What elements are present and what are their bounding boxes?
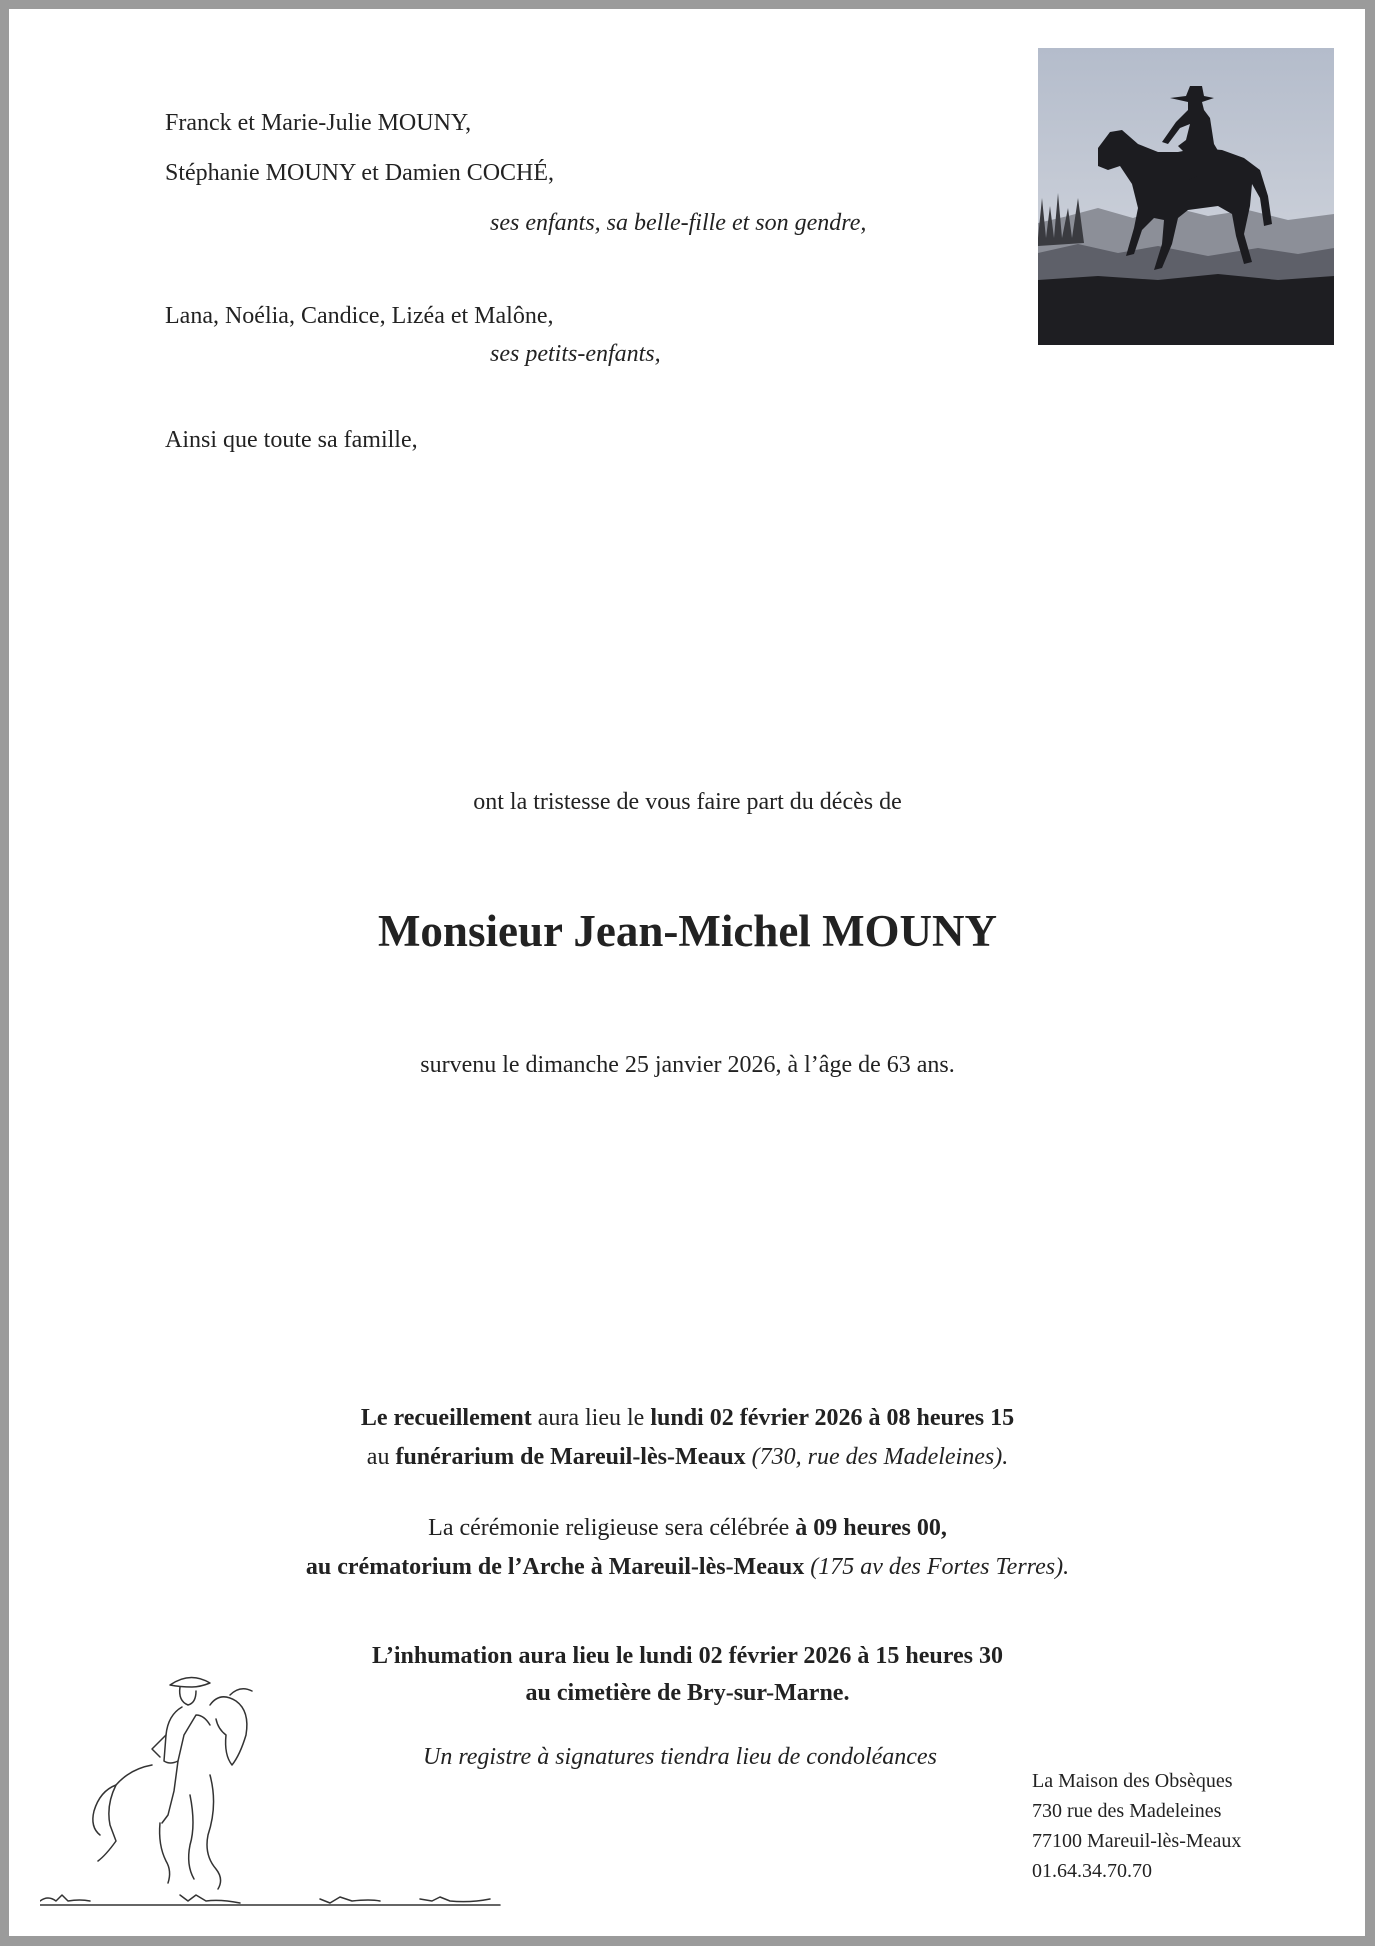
recueillement-prefix: au	[366, 1444, 396, 1470]
recueillement-connector: aura lieu le	[531, 1405, 651, 1431]
registre-note: Un registre à signatures tiendra lieu de condoléances	[423, 1744, 937, 1770]
recueillement-line-2	[0, 1442, 1375, 1472]
family-line-extended: Ainsi que toute sa famille,	[165, 427, 418, 453]
recueillement-place: funérarium de Mareuil-lès-Meaux	[395, 1444, 746, 1470]
ceremonie-line-1	[0, 1513, 1375, 1543]
recueillement-date: lundi 02 février 2026 à 08 heures 15	[650, 1405, 1015, 1431]
family-relation-children: ses enfants, sa belle-fille et son gendre,	[490, 210, 867, 236]
funeral-home-phone: 01.64.34.70.70	[1032, 1860, 1152, 1882]
cowboy-horse-silhouette-photo	[1038, 48, 1334, 345]
family-line-children-1: Franck et Marie-Julie MOUNY,	[165, 110, 472, 136]
recueillement-line-1	[0, 1403, 1375, 1433]
inhumation-line-2: au cimetière de Bry-sur-Marne.	[525, 1680, 850, 1706]
ceremonie-line-2	[0, 1552, 1375, 1582]
funeral-home-address	[1032, 1766, 1241, 1886]
death-details: survenu le dimanche 25 janvier 2026, à l’âge de 63 ans.	[420, 1052, 955, 1078]
funeral-home-name: La Maison des Obsèques	[1032, 1770, 1233, 1792]
family-line-grandchildren: Lana, Noélia, Candice, Lizéa et Malône,	[165, 303, 554, 329]
ceremonie-address: (175 av des Fortes Terres).	[804, 1554, 1070, 1580]
deceased-name: Monsieur Jean-Michel MOUNY	[377, 906, 998, 956]
inhumation-line-1: L’inhumation aura lieu le lundi 02 février 2026 à 15 heures 30	[372, 1643, 1003, 1669]
recueillement-address: (730, rue des Madeleines).	[745, 1444, 1009, 1470]
funeral-home-street: 730 rue des Madeleines	[1032, 1800, 1222, 1822]
family-relation-grandchildren: ses petits-enfants,	[490, 341, 661, 367]
funeral-home-city: 77100 Mareuil-lès-Meaux	[1032, 1830, 1242, 1852]
ceremonie-time: à 09 heures 00,	[795, 1515, 947, 1541]
cowboy-horse-line-drawing	[40, 1665, 580, 1925]
ceremonie-place: au crématorium de l’Arche à Mareuil-lès-Meaux	[305, 1554, 805, 1580]
recueillement-label: Le recueillement	[360, 1405, 532, 1431]
ceremonie-label: La cérémonie religieuse sera célébrée	[428, 1515, 796, 1541]
family-line-children-2: Stéphanie MOUNY et Damien COCHÉ,	[165, 160, 555, 186]
announcement-intro: ont la tristesse de vous faire part du décès de	[473, 789, 902, 815]
